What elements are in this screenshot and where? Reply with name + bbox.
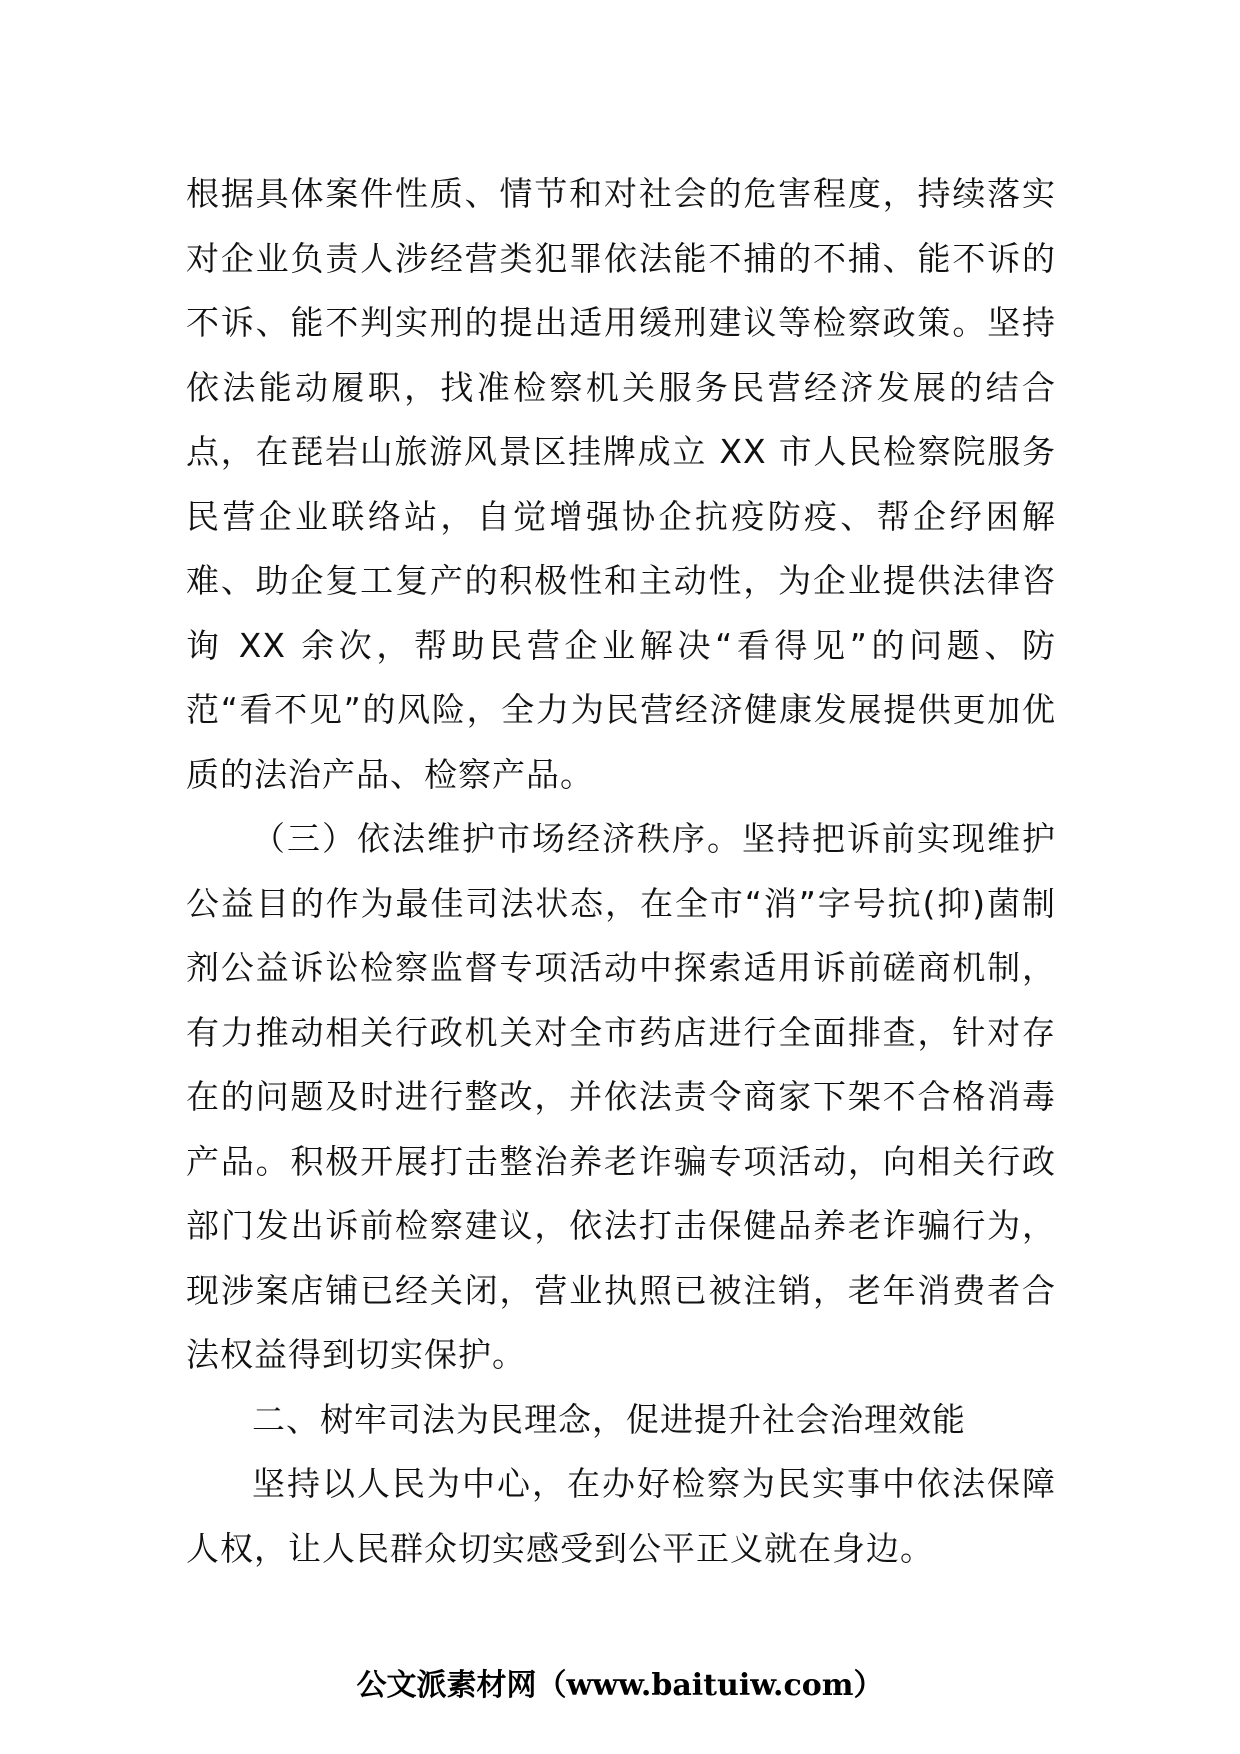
footer-watermark: 公文派素材网（www.baituiw.com） xyxy=(356,1668,884,1703)
paragraph-enterprise-protection: 根据具体案件性质、情节和对社会的危害程度，持续落实对企业负责人涉经营类犯罪依法能不捕的不捕、能不诉的不诉、能不判实刑的提出适用缓刑建议等检察政策。坚持依法能动履职，找准检察机关服务民营经济发展的结合点，在琵岩山旅游风景区挂牌成立 XX 市人民检察院服务民营企业联络站，自觉增强协企抗疫防疫、帮企纾困解难、助企复工复产的积极性和主动性，为企业提供法律咨询 XX 余次，帮助民营企业解决“看得见”的问题、防范“看不见”的风险，全力为民营经济健康发展提供更加优质的法治产品、检察产品。 xyxy=(186,174,1056,794)
paragraph-market-order: （三）依法维护市场经济秩序。坚持把诉前实现维护公益目的作为最佳司法状态，在全市“消”字号抗(抑)菌制剂公益诉讼检察监督专项活动中探索适用诉前磋商机制，有力推动相关行政机关对全市药店进行全面排查，针对存在的问题及时进行整改，并依法责令商家下架不合格消毒产品。积极开展打击整治养老诈骗专项活动，向相关行政部门发出诉前检察建议，依法打击保健品养老诈骗行为，现涉案店铺已经关闭，营业执照已被注销，老年消费者合法权益得到切实保护。 xyxy=(186,819,1056,1374)
section-heading-two: 二、树牢司法为民理念，促进提升社会治理效能 xyxy=(252,1399,966,1439)
document-body xyxy=(186,162,1056,1581)
paragraph-people-centered: 坚持以人民为中心，在办好检察为民实事中依法保障人权，让人民群众切实感受到公平正义就在身边。 xyxy=(186,1464,1056,1568)
